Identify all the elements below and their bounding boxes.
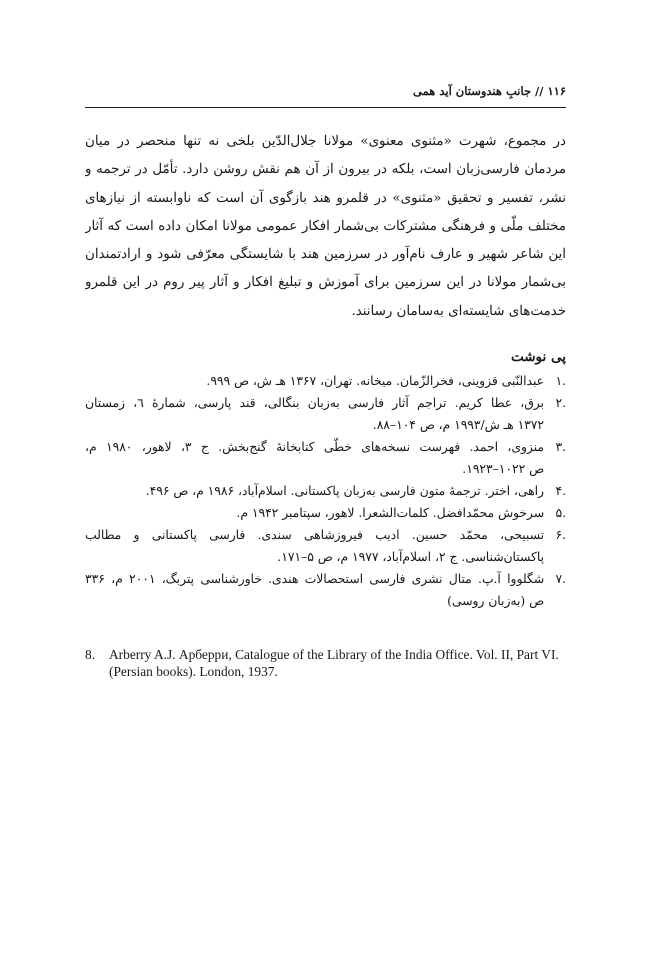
note-text: ۱۳۷۲ هـ ش/۱۹۹۳ م، ص ۱۰۴–۸۸. bbox=[372, 418, 544, 432]
note-number: .۲ bbox=[555, 396, 566, 410]
note-text: ص ۱۰۲۲–۱۹۲۳. bbox=[462, 462, 544, 476]
note-item bbox=[85, 502, 566, 524]
notes-heading: پی نوشت bbox=[510, 349, 566, 365]
note-number: .۵ bbox=[555, 506, 566, 520]
note-text: تسبیحی، محمّد حسین. ادیب فیروزشاهی سندی. فارسی پاکستانی و مطالب bbox=[85, 528, 544, 542]
note-number: .۴ bbox=[555, 484, 566, 498]
note-item bbox=[85, 392, 566, 436]
body-line: نشر، تفسیر و تحقیق «مثنوی» در قلمرو هند بازگوی آن است که ناوابسته از نیازهای bbox=[85, 190, 566, 206]
note-text: پاکستان‌شناسی. ج ۲، اسلام‌آباد، ۱۹۷۷ م، ص ۵–۱۷۱. bbox=[277, 550, 544, 564]
note-number: .۳ bbox=[555, 440, 566, 454]
note-text: منزوی، احمد. فهرست نسخه‌های خطّی کتابخانۀ گنج‌بخش. ج ۳، لاهور، ۱۹۸۰ م، bbox=[85, 440, 544, 454]
note-number: .۱ bbox=[555, 374, 566, 388]
note-item bbox=[85, 524, 566, 568]
note-number: .۶ bbox=[555, 528, 566, 542]
note-text: برق، عطا کریم. تراجم آثار فارسی به‌زبان بنگالی، قند پارسی، شمارۀ ٦، زمستان bbox=[85, 396, 544, 410]
note-text: عبدالنّبی قزوینی، فخرالزّمان. میخانه. تهران، ۱۳۶۷ هـ ش، ص ۹۹۹. bbox=[206, 374, 544, 388]
note-text: ص (به‌زبان روسی) bbox=[447, 594, 544, 608]
notes-list bbox=[85, 370, 566, 612]
note-text: راهی، اختر. ترجمۀ متون فارسی به‌زبان پاکستانی. اسلام‌آباد، ۱۹۸۶ م، ص ۴۹۶. bbox=[145, 484, 544, 498]
body-line: بی‌شمار مولانا در این سرزمین برای آموزش و تبلیغ افکار و آثار پیر روم در این قلمرو bbox=[85, 275, 566, 291]
body-line: خدمت‌های شایسته‌ای به‌سامان رسانند. bbox=[351, 303, 566, 319]
note-item bbox=[85, 568, 566, 612]
body-line: در مجموع، شهرت «مثنوی معنوی» مولانا جلال‌الدّین بلخی نه تنها منحصر در میان bbox=[85, 134, 566, 149]
running-header: ۱۱۶ // جانبِ هندوستان آید همی bbox=[413, 84, 566, 98]
body-line: مردمان فارسی‌زبان است، بلکه در بیرون از آن هم نقش روشن دارد. تأمّل در ترجمه و bbox=[85, 162, 566, 178]
note-item bbox=[85, 370, 566, 392]
note-text: Arberry A.J. Арберри, Catalogue of the Library of the India Office. Vol. II, Part VI. (Persian books). London, 1937. bbox=[109, 647, 559, 679]
body-paragraph bbox=[85, 128, 566, 326]
note-text: شگلووا آ.پ. متال نشری فارسی استحصالات هندی. خاورشناسی پتربگ، ۲۰۰۱ م، ۳۳۶ bbox=[85, 572, 544, 586]
note-item-english bbox=[85, 646, 566, 680]
note-text: سرخوش محمّدافضل. کلمات‌الشعرا. لاهور، سپتامبر ۱۹۴۲ م. bbox=[236, 506, 544, 520]
body-line: این شاعر شهیر و عارف نام‌آور در سرزمین هند با شایستگی معرّفی شود و ارادتمندان bbox=[85, 247, 566, 263]
body-line: مختلف ملّی و فرهنگی مشترکات بی‌شمار افکار عمومی مولانا امکان داده است که آثار bbox=[85, 218, 566, 234]
note-item bbox=[85, 480, 566, 502]
note-number: 8. bbox=[85, 647, 96, 662]
header-rule bbox=[85, 107, 566, 108]
note-item bbox=[85, 436, 566, 480]
note-number: .۷ bbox=[555, 572, 566, 586]
